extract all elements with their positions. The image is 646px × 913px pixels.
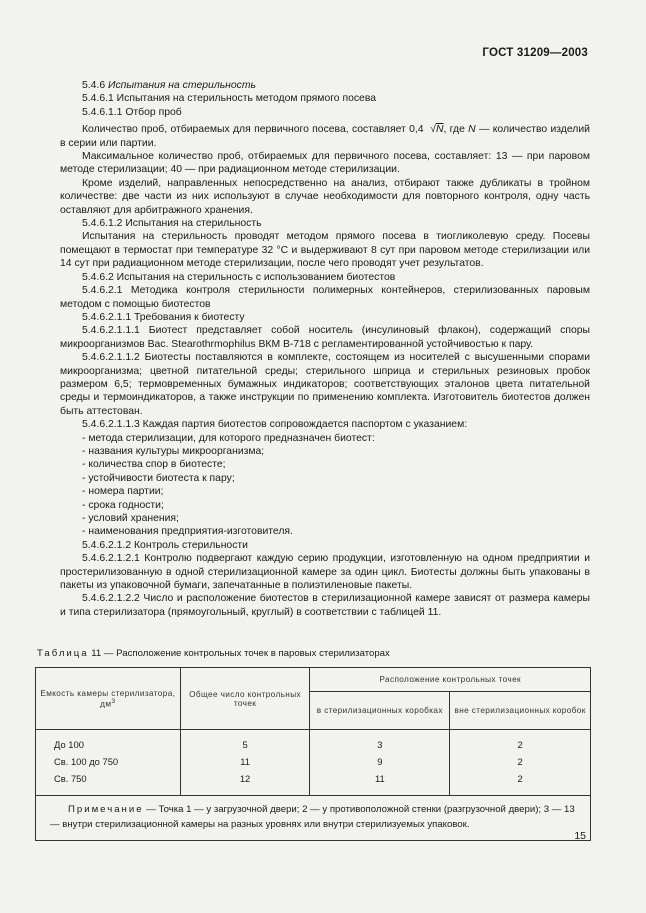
table-cell: 11	[240, 756, 250, 767]
table-cell: 12	[239, 773, 251, 784]
subsection-heading: 5.4.6.1.1 Отбор проб	[82, 106, 182, 118]
section-title: Испытания на стерильность	[108, 80, 256, 91]
paragraph: 5.4.6.2.1.2.2 Число и расположение биотестов в стерилизационной камере зависят от размера камеры и типа стерилизатора (прямоугольный, круглый) в соответствии с таблицей 11.	[60, 593, 590, 618]
table-note-row	[36, 796, 591, 841]
table-caption-text: 11 — Расположение контрольных точек в паровых стерилизаторах	[91, 648, 390, 659]
header-inside: в стерилизационных коробках	[310, 692, 450, 730]
col-capacity	[36, 730, 181, 796]
subsection-heading: 5.4.6.2 Испытания на стерильность с использованием биотестов	[82, 271, 396, 283]
col-outside	[450, 730, 591, 796]
list-item: - устойчивости биотеста к пару;	[82, 472, 235, 484]
subsection-heading: 5.4.6.2.1.2 Контроль стерильности	[82, 539, 248, 551]
list-item: - названия культуры микроорганизма;	[82, 445, 265, 457]
paragraph-text: Количество проб, отбираемых для первичного посева, составляет 0,4	[82, 124, 424, 136]
page-number: 15	[574, 830, 586, 842]
paragraph: 5.4.6.2.1.1.2 Биотесты поставляются в комплекте, состоящем из носителей с высушенными спорами микроорганизма; цветной питательной среды; стерильного шприца и стерильных резиновых пробок размером 6,5; термовременных бумажных индикаторов; соответствующих эталонов цвета питательной среды и термоиндикаторов, а также инструкции по применению комплекта. Изготовитель биотестов должен быть аттестован.	[60, 352, 590, 417]
paragraph: 5.4.6.2.1.1.3 Каждая партия биотестов сопровождается паспортом с указанием:	[82, 419, 468, 431]
header-location: Расположение контрольных точек	[310, 668, 591, 692]
header-capacity	[36, 668, 181, 730]
header-total: Общее число контрольных точек	[180, 668, 310, 730]
document-body	[60, 79, 590, 619]
header-capacity-unit-sup: 3	[111, 697, 116, 705]
table-cell: 9	[377, 756, 383, 767]
list-item: - номера партии;	[82, 486, 164, 498]
paragraph-text: , где	[443, 124, 465, 136]
table-cell: 2	[517, 773, 523, 784]
subsection-heading: 5.4.6.1 Испытания на стерильность методом прямого посева	[82, 93, 377, 105]
note-text: — Точка 1 — у загрузочной двери; 2 — у противоположной стенки (разгрузочной двери); 3 — 13 — внутри стерилизационной камеры на разных уровнях или внутри стерилизуемых упаковок.	[50, 804, 575, 830]
list-item: - наименования предприятия-изготовителя.	[82, 526, 293, 538]
paragraph: 5.4.6.2.1 Методика контроля стерильности полимерных контейнеров, стерилизованных паровым методом с помощью биотестов	[60, 285, 590, 310]
table-cell: 2	[517, 756, 523, 767]
paragraph-text: — количество изделий в серии или партии.	[60, 124, 590, 149]
paragraph	[60, 123, 590, 150]
list-item: - количества спор в биотесте;	[82, 459, 226, 471]
paragraph: Испытания на стерильность проводят методом прямого посева в тиогликолевую среду. Посевы помещают в термостат при температуре 32 °С и выдерживают 8 сут при паровом методе стерилизации или 14 сут при радиационном методе стерилизации, после чего проводят учет результатов.	[60, 231, 590, 270]
table-cell: До 100	[54, 739, 84, 750]
paragraph: 5.4.6.2.1.1.1 Биотест представляет собой носитель (инсулиновый флакон), содержащий споры микроорганизмов Bac. Stearothrmophilus ВКМ В-718 с регламентированной устойчивостью к пару.	[60, 325, 590, 350]
section-number: 5.4.6	[82, 80, 106, 91]
paragraph: Кроме изделий, направленных непосредственно на анализ, отбирают также дубликаты в тройном количестве: две части из них используют в случае необходимости для повторного контроля, одну часть оставляют для арбитражного хранения.	[60, 177, 590, 216]
sqrt-symbol: √N	[426, 124, 444, 136]
list-item: - метода стерилизации, для которого предназначен биотест:	[82, 432, 375, 444]
table-cell: Св. 100 до 750	[54, 756, 119, 767]
table-cell: 5	[242, 739, 248, 750]
subsection-heading: 5.4.6.2.1.1 Требования к биотесту	[82, 311, 245, 323]
table-cell: Св. 750	[54, 773, 87, 784]
paragraph: 5.4.6.2.1.2.1 Контролю подвергают каждую серию продукции, изготовленную на одном предприятии и простерилизованную в одной стерилизационной камере за один цикл. Биотесты должны быть упакованы в пакеты из упаковочной бумаги, запечатанные в полиэтиленовые пакеты.	[60, 553, 590, 592]
subsection-heading: 5.4.6.1.2 Испытания на стерильность	[82, 218, 262, 230]
col-inside	[310, 730, 450, 796]
sterilizer-table	[35, 667, 591, 841]
table-caption	[37, 648, 390, 659]
header-capacity-text: Емкость камеры стерилизатора, дм	[40, 688, 176, 709]
table-body	[36, 730, 591, 796]
note-label: Примечание	[68, 804, 144, 815]
table-cell: 11	[374, 773, 385, 784]
header-outside: вне стерилизационных коробок	[450, 692, 591, 730]
variable: N	[468, 124, 476, 136]
sqrt-argument: N	[435, 124, 444, 136]
table-caption-label: Таблица	[37, 648, 89, 659]
document-code: ГОСТ 31209—2003	[482, 47, 588, 59]
col-total	[180, 730, 310, 796]
list-item: - условий хранения;	[82, 513, 179, 524]
table-cell: 2	[517, 739, 523, 750]
section-heading	[60, 79, 590, 92]
list-item: - срока годности;	[82, 499, 164, 511]
table-cell: 3	[377, 739, 383, 750]
table-note	[36, 796, 591, 841]
paragraph: Максимальное количество проб, отбираемых для первичного посева, составляет: 13 — при паровом методе стерилизации; 40 — при радиационном методе стерилизации.	[60, 151, 590, 176]
